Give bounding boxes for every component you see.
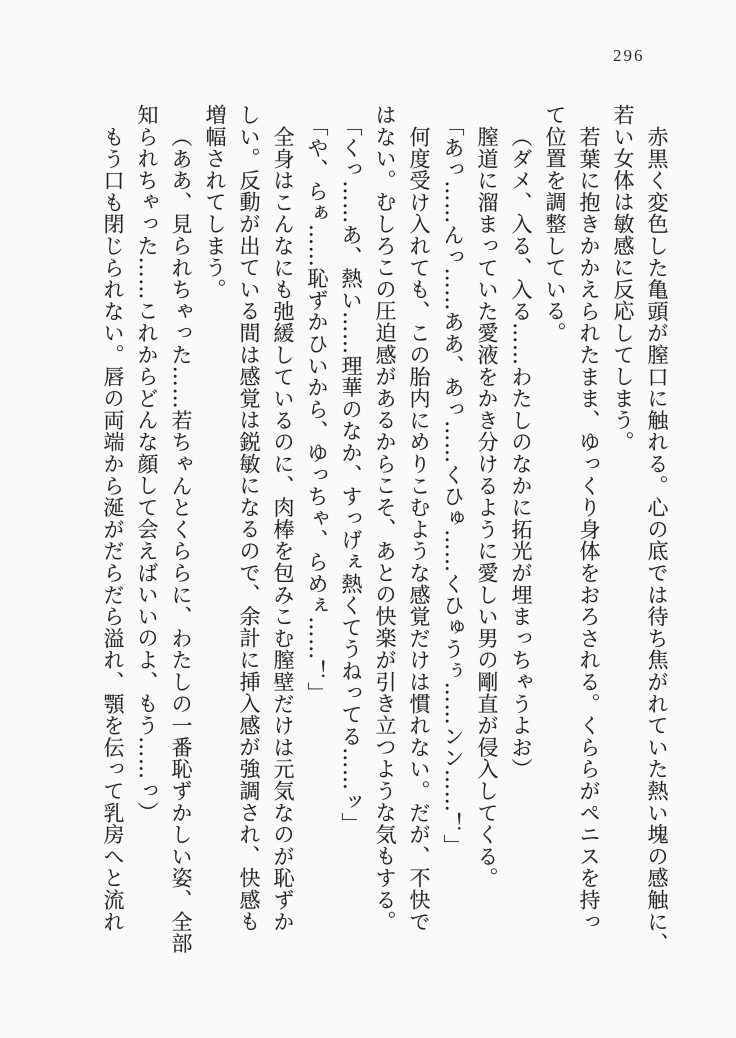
page-number: 296	[613, 46, 645, 65]
text-line: しい。反動が出ている間は感覚は鋭敏になるので、余計に挿入感が強調され、快感も	[237, 104, 261, 933]
text-line: （ああ、見られちゃった……若ちゃんとくららに、わたしの一番恥ずかしい姿、全部	[169, 126, 193, 955]
text-line: 若葉に抱きかかえられたまま、ゆっくり身体をおろされる。くららがペニスを持っ	[577, 126, 601, 933]
text-line: て位置を調整している。	[543, 104, 567, 344]
text-line: はない。むしろこの圧迫感があるからこそ、あとの快楽が引き立つような気もする。	[373, 104, 397, 933]
text-line: 若い女体は敏感に反応してしまう。	[611, 104, 635, 453]
text-line: 「くっ……あ、熱い……理華のなか、すっげぇ熱くてうねってる……ッ」	[339, 115, 363, 835]
text-line: もう口も閉じられない。唇の両端から涎がだらだら溢れ、顎を伝って乳房へと流れ	[101, 126, 125, 933]
text-line: 「あっ……んっ……ああ、あっ……くひゅ……くひゅうぅ……ンン……！」	[441, 115, 465, 857]
text-line: 増幅されてしまう。	[203, 104, 227, 301]
text-line: （ダメ、入る、入る……わたしのなかに拓光が埋まっちゃうよお）	[509, 126, 533, 780]
text-line: 赤黒く変色した亀頭が膣口に触れる。心の底では待ち焦がれていた熱い塊の感触に、	[645, 126, 669, 955]
text-line: 膣道に溜まっていた愛液をかき分けるように愛しい男の剛直が侵入してくる。	[475, 126, 499, 889]
text-line: 知られちゃった……これからどんな顔して会えばいいのよ、もう……っ）	[135, 104, 159, 824]
text-line: 何度受け入れても、この胎内にめりこむような感覚だけは慣れない。だが、不快で	[407, 126, 431, 933]
text-block	[96, 104, 674, 960]
text-line: 「や、らぁ……恥ずかひいから、ゆっちゃ、らめぇ……！」	[305, 115, 329, 704]
text-line: 全身はこんなにも弛緩しているのに、肉棒を包みこむ膣壁だけは元気なのが恥ずか	[271, 126, 295, 933]
